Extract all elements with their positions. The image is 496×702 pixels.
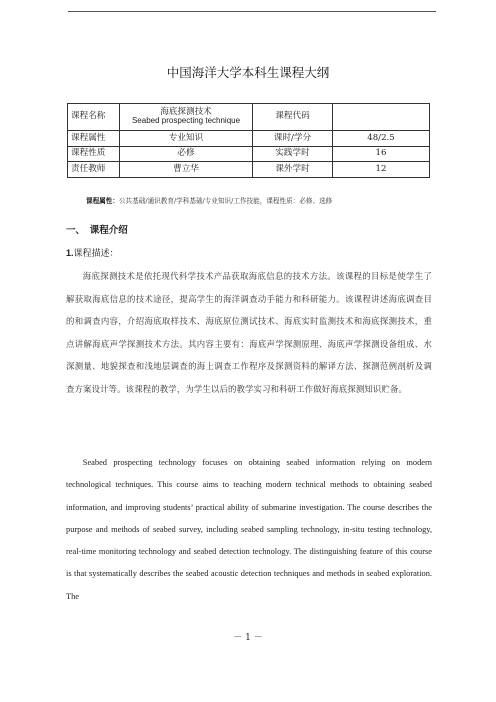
nature-label: 课程性质 [68,146,120,162]
header-rule [68,11,436,12]
hours-credits-value: 48/2.5 [333,131,430,147]
course-code-label: 课程代码 [253,104,333,131]
hours-credits-label: 课时/学分 [253,131,333,147]
page-number: － 1 － [233,633,263,643]
attribute-value: 专业知识 [120,131,253,147]
course-name-en: Seabed prospecting technique [131,116,241,126]
course-name-label: 课程名称 [68,104,120,131]
table-row [68,146,430,162]
attribute-note-label: 课程属性： [86,197,119,205]
course-name-zh: 海底探测技术 [160,107,212,118]
subsection-number: 1. [66,248,74,258]
extra-hours-value: 12 [333,162,430,178]
attribute-note-text: 公共基础/通识教育/学科基础/专业知识/工作技能，课程性质：必修、选修 [118,197,333,205]
table-row [68,131,430,147]
description-paragraph-en: Seabed prospecting technology focuses on obtaining seabed information relying on modern technological techniques. This course aims to teaching modern technical methods to obtaining seabed information, and improving students’ practical ability of submarine investigation. The course describes the purpose and methods of seabed survey, including seabed sampling technology, in-situ testing technology, real-time monitoring technology and seabed detection technology. The distinguishing feature of this course is that systematically describes the seabed acoustic detection techniques and methods in seabed exploration. The [66,458,432,601]
nature-value: 必修 [120,146,253,162]
extra-hours-label: 课外学时 [253,162,333,178]
teacher-value: 曹立华 [120,162,253,178]
course-name-cell [120,104,253,131]
subsection-title: 课程描述： [73,249,119,259]
subsection-heading [66,246,119,259]
section-heading: 一、 课程介绍 [66,225,128,236]
practice-hours-value: 16 [333,146,430,162]
description-paragraph-zh: 海底探测技术是依托现代科学技术产品获取海底信息的技术方法。该课程的目标是使学生了解获取海底信息的技术途径，提高学生的海洋调查动手能力和科研能力。该课程讲述海底调查目的和调查内容，介绍海底取样技术、海底原位测试技术、海底实时监测技术和海底探测技术，重点讲解海底声学探测技术方法。其内容主要有：海底声学探测原理、海底声学探测设备组成、水深测量、地貌探查和浅地层调查的海上调查工作程序及探测资料的解译方法、探测范例剖析及调查方案设计等。该课程的教学，为学生以后的教学实习和科研工作做好海底探测知识贮备。 [66,271,432,394]
practice-hours-label: 实践学时 [253,146,333,162]
table-row [68,162,430,178]
page-title: 中国海洋大学本科生课程大纲 [166,65,330,80]
course-info-table [67,103,430,178]
table-row [68,104,430,131]
course-code-value [333,104,430,131]
attribute-note [86,195,332,205]
attribute-label: 课程属性 [68,131,120,147]
teacher-label: 责任教师 [68,162,120,178]
